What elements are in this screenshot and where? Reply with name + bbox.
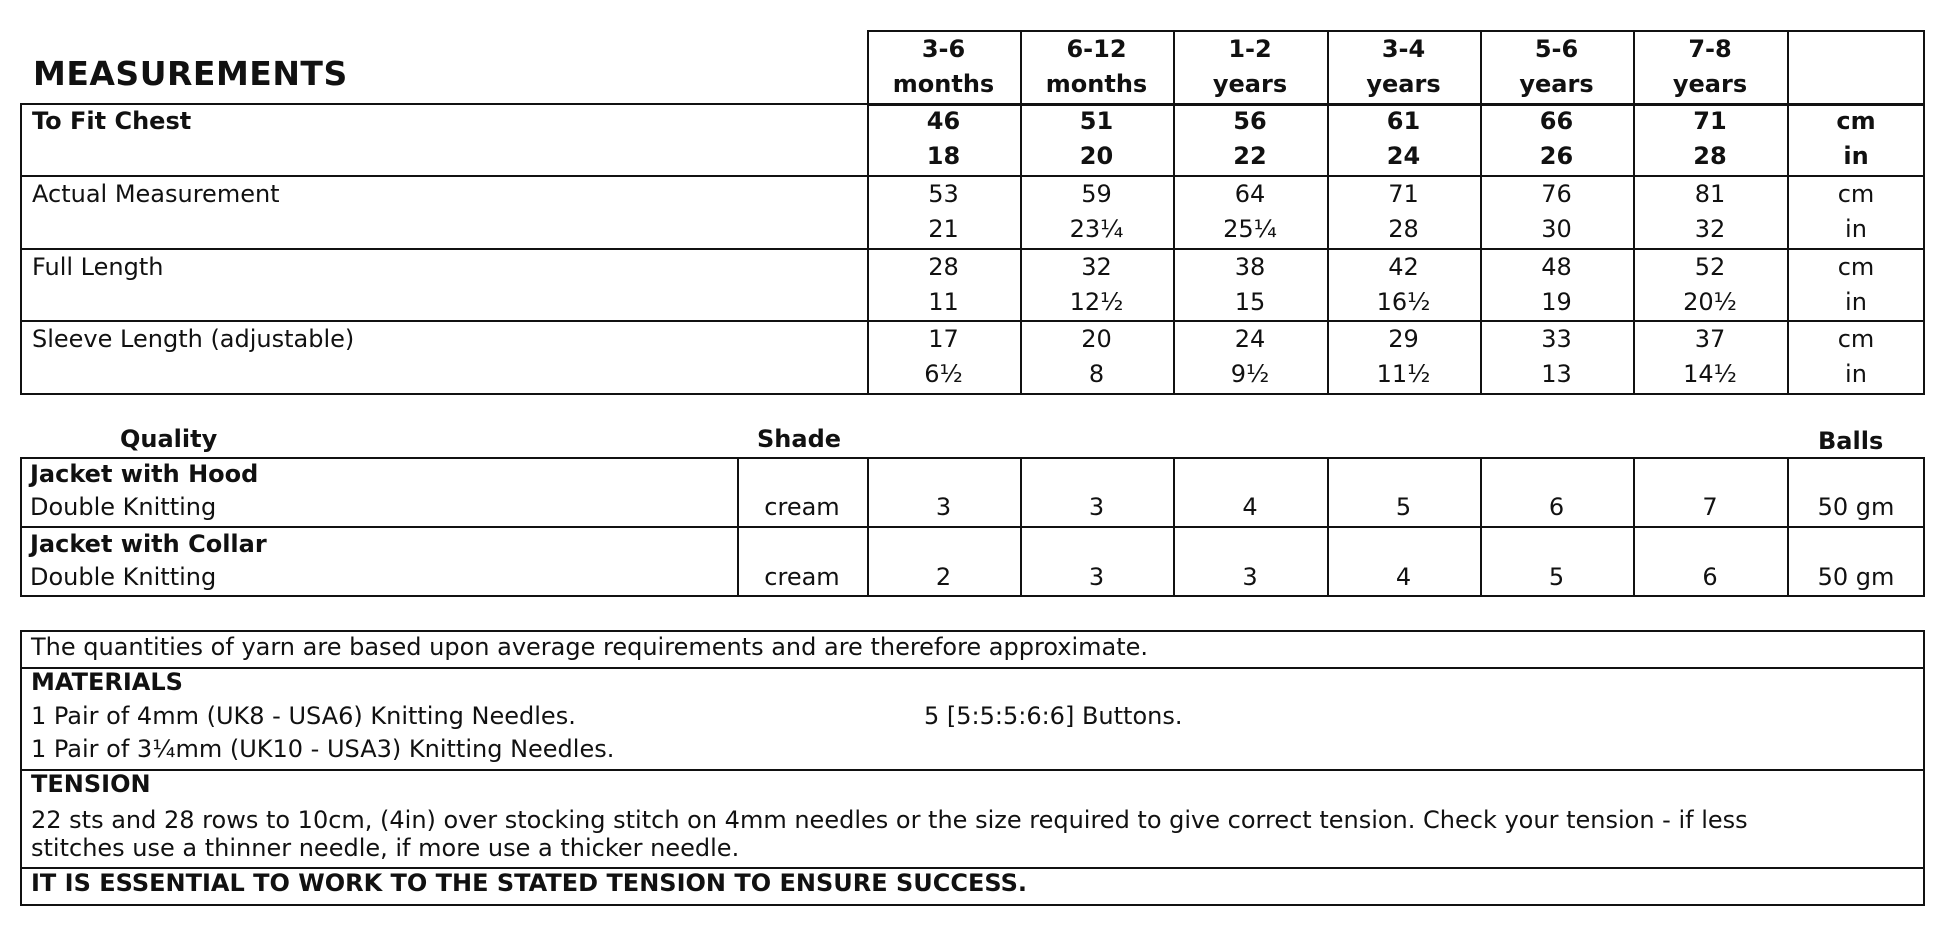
measurements-title: MEASUREMENTS <box>33 54 348 93</box>
balls-value: 7 <box>1702 493 1718 521</box>
value-cm: 42 <box>1388 253 1419 281</box>
value-cm: 46 <box>926 107 961 135</box>
tension-line-1: 22 sts and 28 rows to 10cm, (4in) over stocking stitch on 4mm needles or the size required to give correct tension. Check your tension - if less <box>31 806 1748 834</box>
value-in: 23¼ <box>1069 215 1124 243</box>
value-in: 9½ <box>1230 360 1270 388</box>
size-range: 5-6 <box>1534 35 1579 63</box>
value-in: 26 <box>1539 142 1574 170</box>
value-cm: 56 <box>1233 107 1267 135</box>
value-in: 16½ <box>1376 288 1431 316</box>
size-unit: months <box>892 70 995 98</box>
value-cm: 66 <box>1539 107 1574 135</box>
yarn-quality: Double Knitting <box>30 493 217 521</box>
balls-value: 5 <box>1395 493 1412 521</box>
size-unit: years <box>1366 70 1441 98</box>
value-in: 28 <box>1693 142 1727 170</box>
value-in: 13 <box>1541 360 1572 388</box>
essential-notice: IT IS ESSENTIAL TO WORK TO THE STATED TENSION TO ENSURE SUCCESS. <box>31 869 1027 897</box>
balls-value: 4 <box>1395 563 1412 591</box>
value-in: 14½ <box>1683 360 1737 388</box>
value-cm: 61 <box>1386 107 1421 135</box>
value-in: 22 <box>1233 142 1267 170</box>
row-divider <box>20 769 1925 771</box>
value-cm: 81 <box>1694 180 1726 208</box>
value-cm: 51 <box>1079 107 1114 135</box>
ball-weight: 50 gm <box>1817 563 1895 591</box>
value-in: 15 <box>1234 288 1266 316</box>
size-unit: years <box>1672 70 1748 98</box>
value-in: 32 <box>1694 215 1726 243</box>
balls-value: 3 <box>1242 563 1258 591</box>
value-in: 18 <box>926 142 961 170</box>
quantities-note: The quantities of yarn are based upon average requirements and are therefore approximate. <box>31 633 1149 661</box>
value-in: 11½ <box>1376 360 1431 388</box>
garment-name: Jacket with Collar <box>30 530 267 558</box>
unit-in: in <box>1843 142 1869 170</box>
size-range: 7-8 <box>1688 35 1732 63</box>
value-cm: 71 <box>1388 180 1419 208</box>
unit-cm: cm <box>1837 253 1875 281</box>
value-cm: 71 <box>1693 107 1727 135</box>
row-label: To Fit Chest <box>32 107 192 135</box>
garment-name: Jacket with Hood <box>30 460 259 488</box>
size-unit: years <box>1519 70 1594 98</box>
balls-header: Balls <box>1818 427 1884 455</box>
value-in: 30 <box>1541 215 1572 243</box>
value-cm: 28 <box>928 253 959 281</box>
size-unit: months <box>1045 70 1148 98</box>
value-cm: 29 <box>1388 325 1419 353</box>
shade-header: Shade <box>757 425 842 453</box>
value-in: 28 <box>1388 215 1419 243</box>
unit-cm: cm <box>1837 325 1875 353</box>
balls-value: 3 <box>935 493 952 521</box>
needles-line-1: 1 Pair of 4mm (UK8 - USA6) Knitting Needles. <box>31 702 576 730</box>
value-in: 25¼ <box>1223 215 1277 243</box>
size-unit: years <box>1212 70 1288 98</box>
balls-value: 4 <box>1242 493 1258 521</box>
tension-line-2: stitches use a thinner needle, if more use a thicker needle. <box>31 834 740 862</box>
needles-line-2: 1 Pair of 3¼mm (UK10 - USA3) Knitting Needles. <box>31 735 615 763</box>
unit-cm: cm <box>1837 180 1875 208</box>
value-cm: 64 <box>1234 180 1266 208</box>
unit-cm: cm <box>1836 107 1876 135</box>
unit-in: in <box>1845 215 1867 243</box>
balls-value: 6 <box>1548 493 1565 521</box>
value-cm: 52 <box>1694 253 1726 281</box>
materials-heading: MATERIALS <box>31 668 183 696</box>
value-in: 19 <box>1541 288 1572 316</box>
balls-value: 5 <box>1548 563 1565 591</box>
value-cm: 38 <box>1234 253 1266 281</box>
ball-weight: 50 gm <box>1817 493 1895 521</box>
notes-frame <box>20 630 1925 906</box>
value-in: 21 <box>928 215 959 243</box>
row-label: Sleeve Length (adjustable) <box>32 325 355 353</box>
value-in: 24 <box>1386 142 1421 170</box>
value-cm: 24 <box>1234 325 1266 353</box>
value-cm: 59 <box>1081 180 1112 208</box>
buttons-line: 5 [5:5:5:6:6] Buttons. <box>924 702 1183 730</box>
value-in: 20½ <box>1683 288 1737 316</box>
value-in: 8 <box>1088 360 1105 388</box>
shade-value: cream <box>764 493 840 521</box>
quality-header: Quality <box>120 425 218 453</box>
row-label: Full Length <box>32 253 164 281</box>
value-cm: 32 <box>1081 253 1112 281</box>
value-in: 20 <box>1079 142 1114 170</box>
size-range: 1-2 <box>1228 35 1272 63</box>
size-range: 3-4 <box>1381 35 1426 63</box>
balls-value: 6 <box>1702 563 1718 591</box>
unit-in: in <box>1845 360 1867 388</box>
row-divider <box>20 526 1925 528</box>
value-cm: 53 <box>928 180 959 208</box>
value-cm: 17 <box>928 325 959 353</box>
value-cm: 76 <box>1541 180 1572 208</box>
value-cm: 20 <box>1081 325 1112 353</box>
shade-value: cream <box>764 563 840 591</box>
value-cm: 37 <box>1694 325 1726 353</box>
value-in: 12½ <box>1069 288 1124 316</box>
value-in: 11 <box>928 288 959 316</box>
row-label: Actual Measurement <box>32 180 280 208</box>
size-range: 3-6 <box>921 35 966 63</box>
value-cm: 48 <box>1541 253 1572 281</box>
size-range: 6-12 <box>1066 35 1127 63</box>
value-in: 6½ <box>924 360 963 388</box>
value-cm: 33 <box>1541 325 1572 353</box>
balls-value: 3 <box>1088 493 1105 521</box>
tension-heading: TENSION <box>31 770 151 798</box>
unit-in: in <box>1845 288 1867 316</box>
balls-value: 2 <box>935 563 952 591</box>
yarn-quality: Double Knitting <box>30 563 217 591</box>
balls-value: 3 <box>1088 563 1105 591</box>
row-divider <box>20 667 1925 669</box>
